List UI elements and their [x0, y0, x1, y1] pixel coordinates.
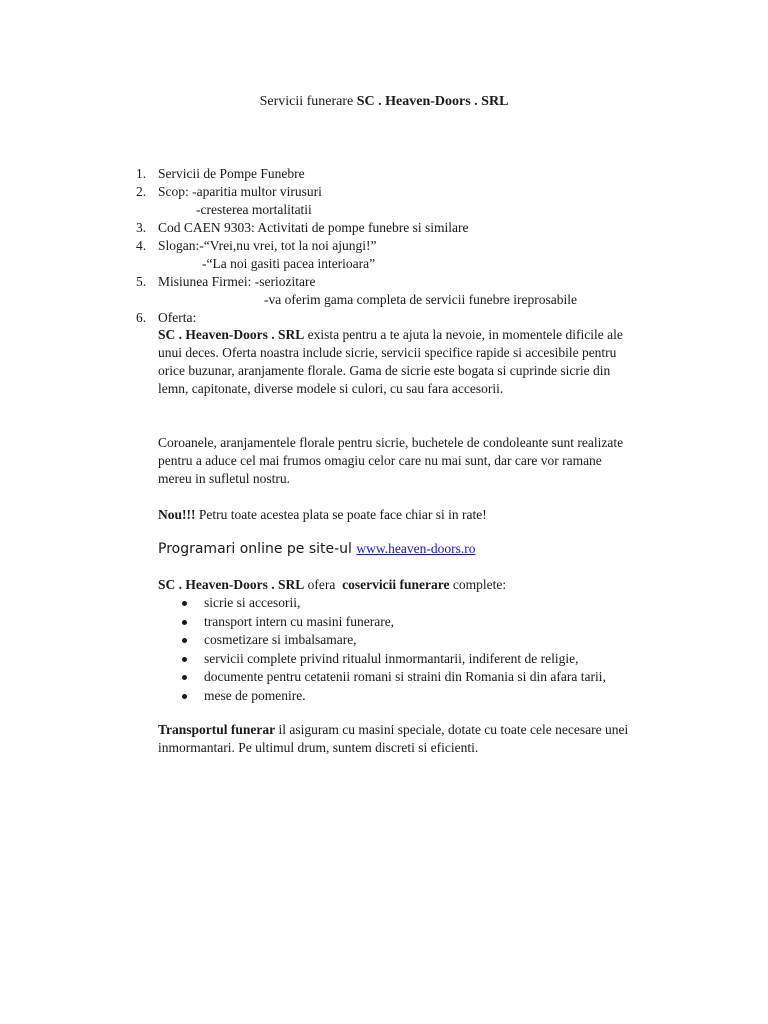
list-item: [158, 650, 606, 669]
list-item: [158, 631, 606, 650]
offer-paragraph-1: [158, 326, 636, 398]
title-company: SC . Heaven-Doors . SRL: [356, 94, 509, 109]
list-item-continuation: -va oferim gama completa de servicii funebre ireprosabile: [264, 292, 577, 307]
list-item: [158, 687, 606, 706]
list-number: 4.: [136, 238, 147, 253]
bullet-icon: [182, 601, 187, 606]
offer-paragraph-5: [158, 721, 658, 757]
offer-paragraph-2: Coroanele, aranjamentele florale pentru sicrie, buchetele de condoleante sunt realizate pentru a aduce cel mai frumos omagiu celor care nu mai sunt, dar care vor ramane mereu in sufletul nostru.: [158, 435, 624, 486]
bullet-icon: [182, 694, 187, 699]
list-item-text: Slogan:-“Vrei,nu vrei, tot la noi ajungi!”: [158, 238, 377, 253]
list-item-text: Scop: -aparitia multor virusuri: [158, 184, 322, 199]
online-booking-line: [158, 540, 658, 558]
paragraph-text: complete:: [449, 577, 507, 592]
bullet-icon: [182, 657, 187, 662]
services-label: coservicii funerare: [342, 577, 450, 592]
list-item-4: [0, 237, 377, 255]
list-number: 3.: [136, 220, 147, 235]
list-item-2: [0, 183, 322, 201]
bullet-text: mese de pomenire.: [204, 687, 306, 703]
company-name: SC . Heaven-Doors . SRL: [158, 577, 305, 592]
list-item-text: Servicii de Pompe Funebre: [158, 166, 305, 181]
list-item-1: [0, 165, 305, 183]
offer-paragraph-3: [158, 506, 658, 524]
website-link[interactable]: www.heaven-doors.ro: [356, 541, 476, 556]
list-item-continuation: -“La noi gasiti pacea interioara”: [202, 256, 376, 271]
bullet-icon: [182, 675, 187, 680]
paragraph-text: ofera: [304, 577, 343, 592]
list-item-3: [0, 219, 468, 237]
new-label: Nou!!!: [158, 507, 196, 522]
list-item-text: Misiunea Firmei: -seriozitare: [158, 274, 316, 289]
list-item: [158, 668, 606, 687]
list-number: 5.: [136, 274, 147, 289]
list-item-text: Oferta:: [158, 310, 197, 325]
bullet-icon: [182, 638, 187, 643]
bullet-text: cosmetizare si imbalsamare,: [204, 632, 357, 648]
transport-label: Transportul funerar: [158, 722, 276, 737]
list-item-6: [0, 309, 196, 327]
list-item-5: [0, 273, 315, 291]
company-name: SC . Heaven-Doors . SRL: [158, 327, 305, 342]
bullet-text: servicii complete privind ritualul inmormantarii, indiferent de religie,: [204, 650, 579, 666]
offer-paragraph-4: [158, 576, 658, 594]
services-bullet-list: [158, 594, 606, 706]
list-number: 2.: [136, 184, 147, 199]
document-title: [0, 94, 768, 110]
list-item: [158, 594, 606, 613]
bullet-text: sicrie si accesorii,: [204, 595, 301, 610]
title-prefix: Servicii funerare: [259, 94, 357, 109]
paragraph-text: exista pentru a te ajuta la nevoie, in momentele dificile ale unui deces. Oferta noastra include sicrie, servicii specifice rapide si accesibile pentru orice buzunar, aranjamente florale. Gama de sicrie este bogata si cuprinde sicrie din lemn, capitonate, diverse modele si culori, cu sau fara accesorii.: [158, 327, 623, 396]
paragraph-text: il asiguram cu masini speciale, dotate cu toate cele necesare unei inmormantari. Pe ultimul drum, suntem discreti si eficienti.: [158, 722, 629, 755]
list-item-text: Cod CAEN 9303: Activitati de pompe funebre si similare: [158, 220, 469, 235]
list-number: 6.: [136, 310, 147, 325]
paragraph-text: Petru toate acestea plata se poate face chiar si in rate!: [195, 507, 487, 522]
list-item-continuation: -cresterea mortalitatii: [196, 202, 312, 217]
bullet-text: documente pentru cetatenii romani si straini din Romania si din afara tarii,: [204, 669, 606, 685]
bullet-icon: [182, 620, 187, 625]
online-booking-text: Programari online pe site-ul: [158, 541, 357, 557]
list-item: [158, 613, 606, 632]
list-number: 1.: [136, 166, 147, 181]
bullet-text: transport intern cu masini funerare,: [204, 613, 395, 629]
